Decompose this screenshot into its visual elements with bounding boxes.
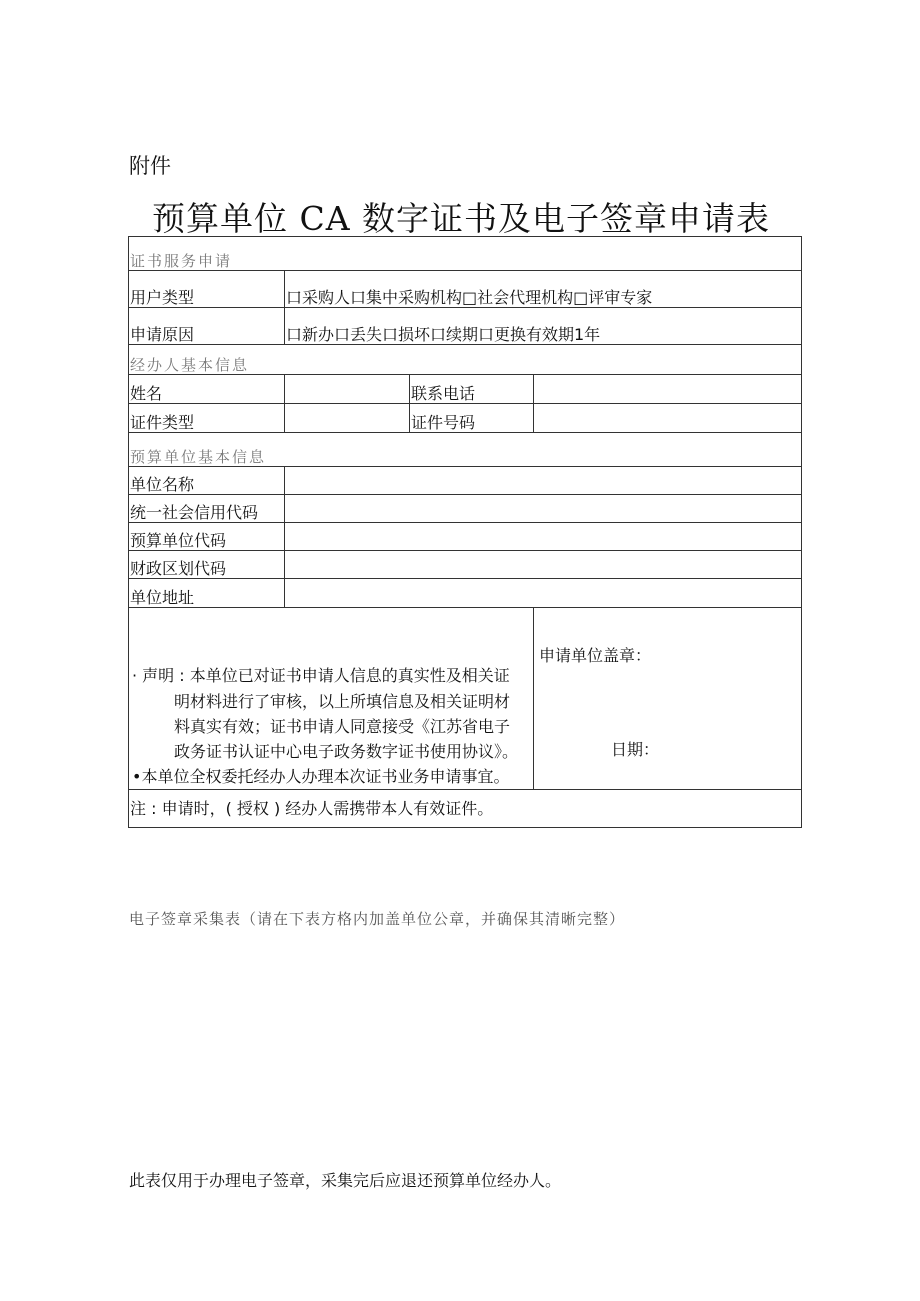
agent-info-heading: 经办人基本信息 — [129, 345, 802, 375]
declaration-line-2: 明材料进行了审核，以上所填信息及相关证明材 — [174, 692, 511, 711]
declaration-line-5: •本单位全权委托经办人办理本次证书业务申请事宜。 — [132, 767, 510, 786]
seal-cell[interactable] — [534, 608, 802, 790]
seal-collection-heading: 电子签章采集表（请在下表方格内加盖单位公章，并确保其清晰完整） — [129, 910, 626, 928]
finance-code-label: 财政区划代码 — [129, 551, 285, 579]
finance-code-field[interactable] — [285, 551, 802, 579]
note-cell: 注 : 申请时，( 授权 ) 经办人需携带本人有效证件。 — [129, 790, 802, 828]
phone-field[interactable] — [534, 375, 802, 404]
id-number-label: 证件号码 — [410, 404, 534, 433]
user-type-options[interactable]: 口采购人口集中采购机构□社会代理机构□评审专家 — [285, 271, 802, 308]
unit-info-heading: 预算单位基本信息 — [129, 433, 802, 467]
reason-label: 申请原因 — [129, 308, 285, 345]
id-type-label: 证件类型 — [129, 404, 285, 433]
declaration-line-4: 政务证书认证中心电子政务数字证书使用协议》。 — [174, 742, 519, 761]
application-form-table — [128, 236, 802, 828]
form-title: 预算单位 CA 数字证书及电子签章申请表 — [152, 199, 771, 238]
date-label: 日期： — [611, 740, 660, 759]
declaration-line-3: 料真实有效；证书申请人同意接受《江苏省电子 — [174, 717, 511, 736]
credit-code-field[interactable] — [285, 495, 802, 523]
cert-service-heading: 证书服务申请 — [129, 237, 802, 271]
budget-code-field[interactable] — [285, 523, 802, 551]
name-label: 姓名 — [129, 375, 285, 404]
unit-name-label: 单位名称 — [129, 467, 285, 495]
address-field[interactable] — [285, 579, 802, 608]
name-field[interactable] — [285, 375, 410, 404]
attachment-label: 附件 — [129, 154, 171, 178]
address-label: 单位地址 — [129, 579, 285, 608]
seal-label: 申请单位盖章： — [539, 646, 652, 665]
reason-options[interactable]: 口新办口丢失口损坏口续期口更换有效期1年 — [285, 308, 802, 345]
user-type-label: 用户类型 — [129, 271, 285, 308]
credit-code-label: 统一社会信用代码 — [129, 495, 285, 523]
declaration-cell — [129, 608, 534, 790]
phone-label: 联系电话 — [410, 375, 534, 404]
footer-note: 此表仅用于办理电子签章，采集完后应退还预算单位经办人。 — [129, 1171, 562, 1190]
budget-code-label: 预算单位代码 — [129, 523, 285, 551]
id-number-field[interactable] — [534, 404, 802, 433]
unit-name-field[interactable] — [285, 467, 802, 495]
declaration-line-1: · 声明 : 本单位已对证书申请人信息的真实性及相关证 — [132, 666, 510, 685]
id-type-field[interactable] — [285, 404, 410, 433]
